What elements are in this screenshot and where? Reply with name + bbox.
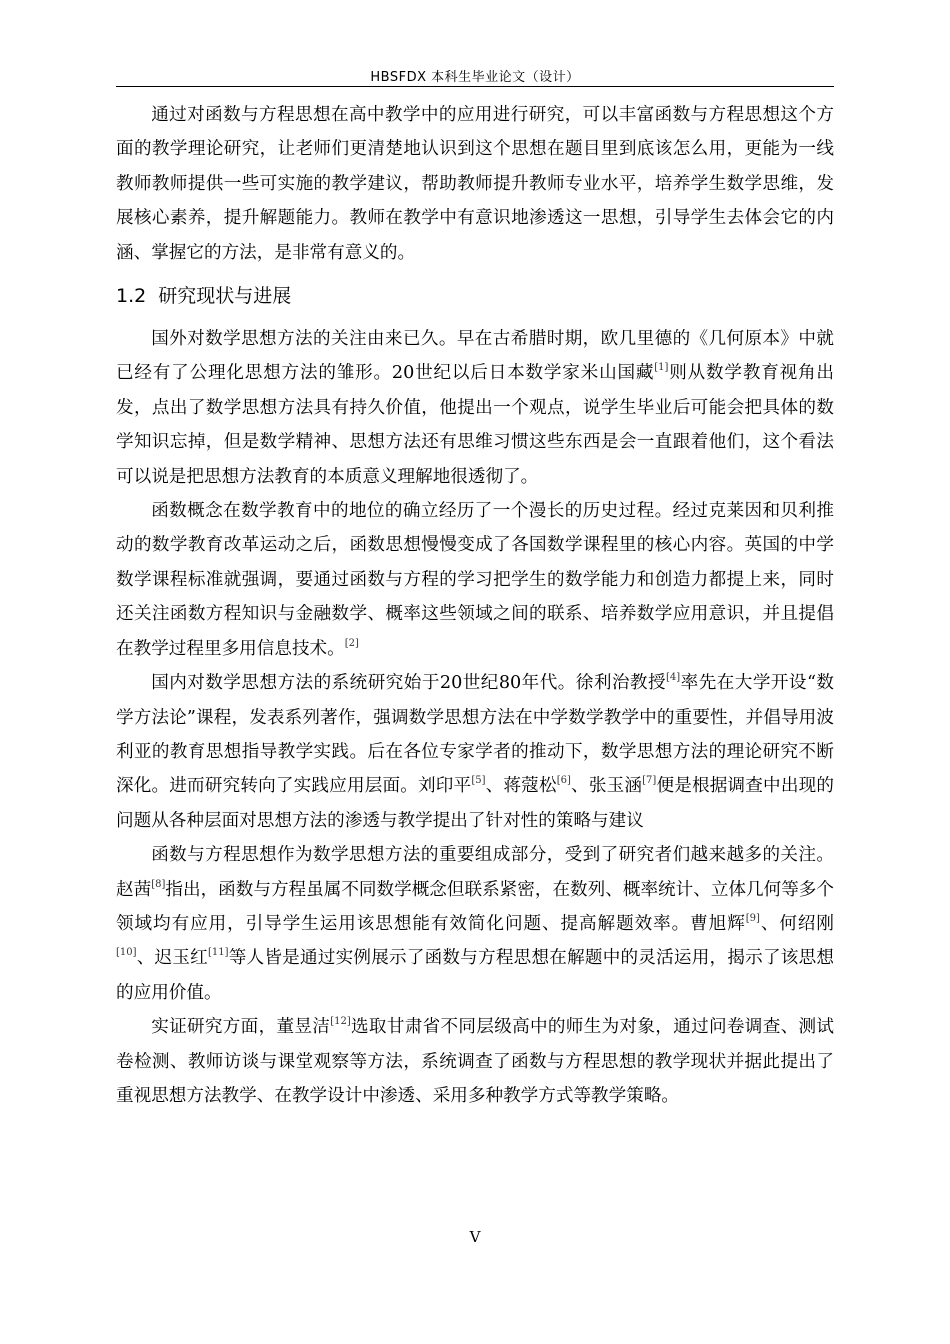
section-title: 研究现状与进展	[158, 285, 292, 308]
paragraph-text: 等人皆是通过实例展示了函数与方程思想在解题中的灵活运用，揭示了该思想的应用价值。	[116, 948, 834, 1003]
paragraph-text: 实证研究方面，董昱洁	[151, 1017, 331, 1038]
paragraph-text: 函数概念在数学教育中的地位的确立经历了一个漫长的历史过程。经过克莱因和贝利推动的数学教育改革运动之后，函数思想慢慢变成了各国数学课程里的核心内容。英国的中学数学课程标准就强调，要通过函数与方程的学习把学生的数学能力和创造力都提上来，同时还关注函数方程知识与金融数学、概率这些领域之间的联系、培养数学应用意识，并且提倡在教学过程里多用信息技术。	[116, 501, 834, 659]
citation-ref: [1]	[654, 362, 669, 374]
paragraph-text: 函数与方程思想作为数学思想方法的重要组成部分，受到了研究者们越来越多的关注。赵茜	[116, 845, 834, 900]
paragraph-text: 国外对数学思想方法的关注由来已久。早在古希腊时期，欧几里德的《几何原本》中就已经有了公理化思想方法的雏形。20世纪以后日本数学家米山国藏	[116, 329, 834, 384]
section-heading	[116, 276, 834, 316]
paragraph-text: 、蒋蔻松	[485, 776, 557, 797]
paragraph-empirical-research	[116, 1010, 834, 1113]
paragraph-text: 率先在大学开设“数学方法论”课程，发表系列著作，强调数学思想方法在中学数学教学中的重要性，并倡导用波利亚的教育思想指导教学实践。后在各位专家学者的推动下，数学思想方法的理论研究不断深化。进而研究转向了实践应用层面。刘印平	[116, 673, 835, 797]
citation-ref: [10]	[116, 947, 137, 959]
body-text	[116, 98, 834, 1113]
citation-ref: [11]	[207, 947, 229, 959]
paragraph-foreign-research	[116, 322, 834, 494]
citation-ref: [6]	[556, 775, 571, 787]
paragraph-function-equation	[116, 838, 834, 1010]
paragraph-text: 国内对数学思想方法的系统研究始于20世纪80年代。徐利治教授	[151, 673, 667, 694]
running-header: HBSFDX 本科生毕业论文（设计）	[370, 70, 580, 85]
paragraph-intro: 通过对函数与方程思想在高中教学中的应用进行研究，可以丰富函数与方程思想这个方面的教学理论研究，让老师们更清楚地认识到这个思想在题目里到底该怎么用，更能为一线教师教师提供一些可实施的教学建议，帮助教师提升教师专业水平，培养学生数学思维，发展核心素养，提升解题能力。教师在教学中有意识地渗透这一思想，引导学生去体会它的内涵、掌握它的方法，是非常有意义的。	[116, 105, 834, 263]
paragraph-text: 、何绍刚	[759, 913, 834, 934]
citation-ref: [4]	[666, 672, 681, 684]
header-rule	[116, 86, 834, 87]
paragraph-function-history	[116, 494, 834, 666]
citation-ref: [2]	[344, 637, 359, 649]
paragraph-text: 、张玉涵	[570, 776, 643, 797]
paragraph-domestic-research	[116, 666, 834, 838]
paragraph-text: 、迟玉红	[136, 948, 208, 969]
citation-ref: [12]	[330, 1016, 351, 1028]
paragraph-text: 指出，函数与方程虽属不同数学概念但联系紧密，在数列、概率统计、立体几何等多个领域均有应用，引导学生运用该思想能有效简化问题、提高解题效率。曹旭辉	[116, 879, 834, 934]
section-number: 1.2	[116, 285, 147, 308]
paragraph-text: 则从数学教育视角出发，点出了数学思想方法具有持久价值，他提出一个观点，说学生毕业后可能会把具体的数学知识忘掉，但是数学精神、思想方法还有思维习惯这些东西是会一直跟着他们，这个看法可以说是把思想方法教育的本质意义理解地很透彻了。	[116, 363, 834, 487]
citation-ref: [8]	[151, 878, 166, 890]
paragraph-text: 选取甘肃省不同层级高中的师生为对象，通过问卷调查、测试卷检测、教师访谈与课堂观察等方法，系统调查了函数与方程思想的教学现状并据此提出了重视思想方法教学、在教学设计中渗透、采用多种教学方式等教学策略。	[116, 1017, 834, 1106]
paragraph-text: 便是根据调查中出现的问题从各种层面对思想方法的渗透与教学提出了针对性的策略与建议	[116, 776, 834, 831]
citation-ref: [9]	[745, 912, 760, 924]
citation-ref: [5]	[471, 775, 486, 787]
citation-ref: [7]	[642, 775, 657, 787]
page-number: V	[469, 1228, 481, 1246]
